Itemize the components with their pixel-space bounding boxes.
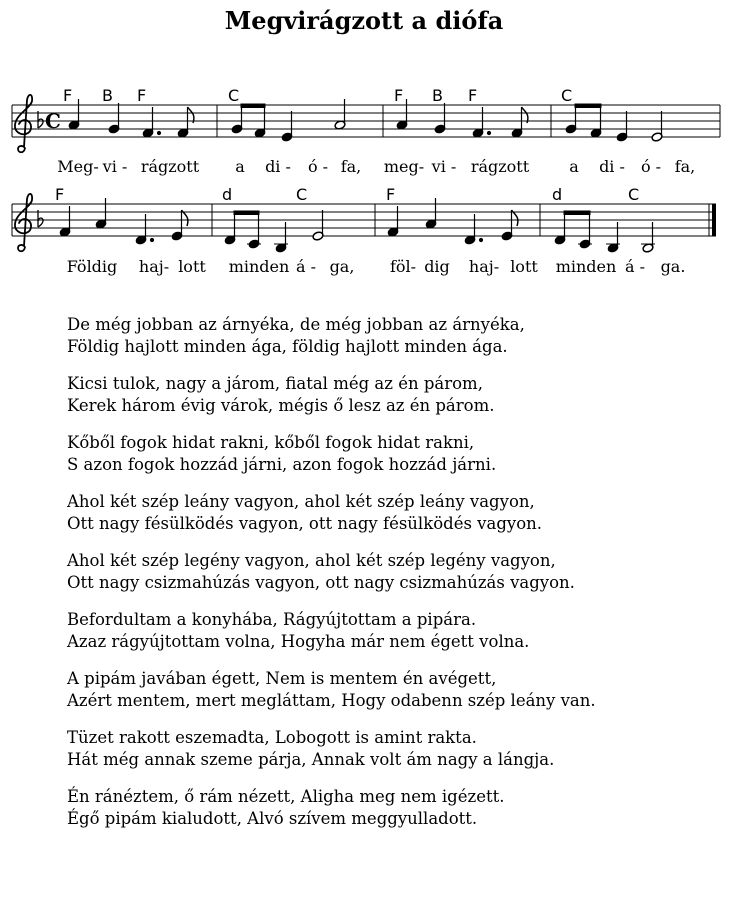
lyric-syllable: lott — [178, 257, 206, 276]
verse-line: A pipám javában égett, Nem is mentem én avégett, — [67, 669, 497, 688]
flat-sign-icon — [38, 210, 43, 227]
lyric-syllable: á - — [295, 257, 317, 276]
lyric-syllable: rágzott — [140, 157, 200, 176]
verse-line: Tüzet rakott eszemadta, Lobogott is amint rakta. — [67, 728, 477, 747]
verse-line: Kicsi tulok, nagy a járom, fiatal még az én párom, — [67, 374, 483, 393]
lyric-syllable: ó - — [640, 157, 662, 176]
chord-symbol: F — [394, 86, 404, 105]
lyric-syllable: rágzott — [470, 157, 530, 176]
sheet-music — [0, 0, 729, 300]
verse-line: S azon fogok hozzád járni, azon fogok hozzád járni. — [67, 455, 497, 474]
chord-symbol: d — [552, 185, 563, 204]
common-time-icon: C — [45, 109, 61, 133]
verse — [67, 609, 707, 653]
lyric-syllable: ó - — [307, 157, 329, 176]
verse — [67, 314, 707, 358]
lyric-syllable: Földig — [66, 257, 118, 276]
chord-symbol: B — [432, 86, 443, 105]
verse-line: De még jobban az árnyéka, de még jobban az árnyéka, — [67, 315, 525, 334]
chord-symbol: d — [222, 185, 233, 204]
chord-symbol: C — [228, 86, 240, 105]
lyric-syllable: a — [569, 157, 579, 176]
lyric-syllable: haj- — [138, 257, 170, 276]
verse-line: Én ránéztem, ő rám nézett, Aligha meg nem igézett. — [67, 787, 505, 806]
verse — [67, 550, 707, 594]
lyric-syllable: fa, — [674, 157, 696, 176]
chord-symbol: F — [386, 185, 396, 204]
lyric-syllable: lott — [510, 257, 538, 276]
verse — [67, 786, 707, 830]
song-title: Megvirágzott a diófa — [224, 6, 504, 35]
lyric-syllable: Meg- — [57, 157, 99, 176]
lyric-syllable: haj- — [468, 257, 500, 276]
lyric-syllable: vi - — [431, 157, 457, 176]
verse-line: Hát még annak szeme párja, Annak volt ám nagy a lángja. — [67, 750, 555, 769]
verse-line: Azaz rágyújtottam volna, Hogyha már nem égett volna. — [67, 632, 530, 651]
verses — [67, 314, 707, 845]
lyric-syllable: dig — [424, 257, 450, 276]
verse-line: Ahol két szép leány vagyon, ahol két szép leány vagyon, — [67, 492, 535, 511]
chord-symbol: B — [102, 86, 113, 105]
chord-symbol: C — [296, 185, 308, 204]
lyric-syllable: á - — [624, 257, 646, 276]
final-barline — [712, 204, 716, 236]
lyric-syllable: föl- — [389, 257, 417, 276]
lyric-syllable: a — [235, 157, 245, 176]
verse-line: Kerek három évig várok, mégis ő lesz az én párom. — [67, 396, 495, 415]
flat-sign-icon — [38, 111, 43, 128]
lyric-syllable: di - — [265, 157, 291, 176]
lyric-syllable: fa, — [340, 157, 362, 176]
lyric-syllable: minden — [555, 257, 617, 276]
chord-symbol: C — [628, 185, 640, 204]
verse — [67, 491, 707, 535]
verse — [67, 373, 707, 417]
verse-line: Ahol két szép legény vagyon, ahol két szép legény vagyon, — [67, 551, 556, 570]
verse-line: Kőből fogok hidat rakni, kőből fogok hidat rakni, — [67, 433, 475, 452]
verse-line: Ott nagy csizmahúzás vagyon, ott nagy csizmahúzás vagyon. — [67, 573, 575, 592]
chord-symbol: C — [561, 86, 573, 105]
verse-line: Földig hajlott minden ága, földig hajlott minden ága. — [67, 337, 508, 356]
verse — [67, 432, 707, 476]
treble-clef-icon — [15, 95, 32, 152]
verse — [67, 668, 707, 712]
verse — [67, 727, 707, 771]
chord-symbol: F — [63, 86, 73, 105]
lyric-syllable: vi - — [102, 157, 128, 176]
chord-symbol: F — [137, 86, 147, 105]
verse-line: Azért mentem, mert megláttam, Hogy odabenn szép leány van. — [67, 691, 596, 710]
chord-symbol: F — [468, 86, 478, 105]
lyric-syllable: di - — [599, 157, 625, 176]
treble-clef-icon — [15, 194, 32, 251]
lyric-syllable: ga. — [660, 257, 686, 276]
verse-line: Égő pipám kialudott, Alvó szívem meggyulladott. — [67, 809, 478, 828]
chord-symbol: F — [55, 185, 65, 204]
lyric-syllable: minden — [228, 257, 290, 276]
staff-system-1 — [12, 86, 720, 176]
lyric-syllable: ga, — [329, 257, 355, 276]
staff-system-2 — [12, 185, 716, 276]
verse-line: Befordultam a konyhába, Rágyújtottam a pipára. — [67, 610, 477, 629]
lyric-syllable: meg- — [383, 157, 425, 176]
verse-line: Ott nagy fésülködés vagyon, ott nagy fésülködés vagyon. — [67, 514, 543, 533]
